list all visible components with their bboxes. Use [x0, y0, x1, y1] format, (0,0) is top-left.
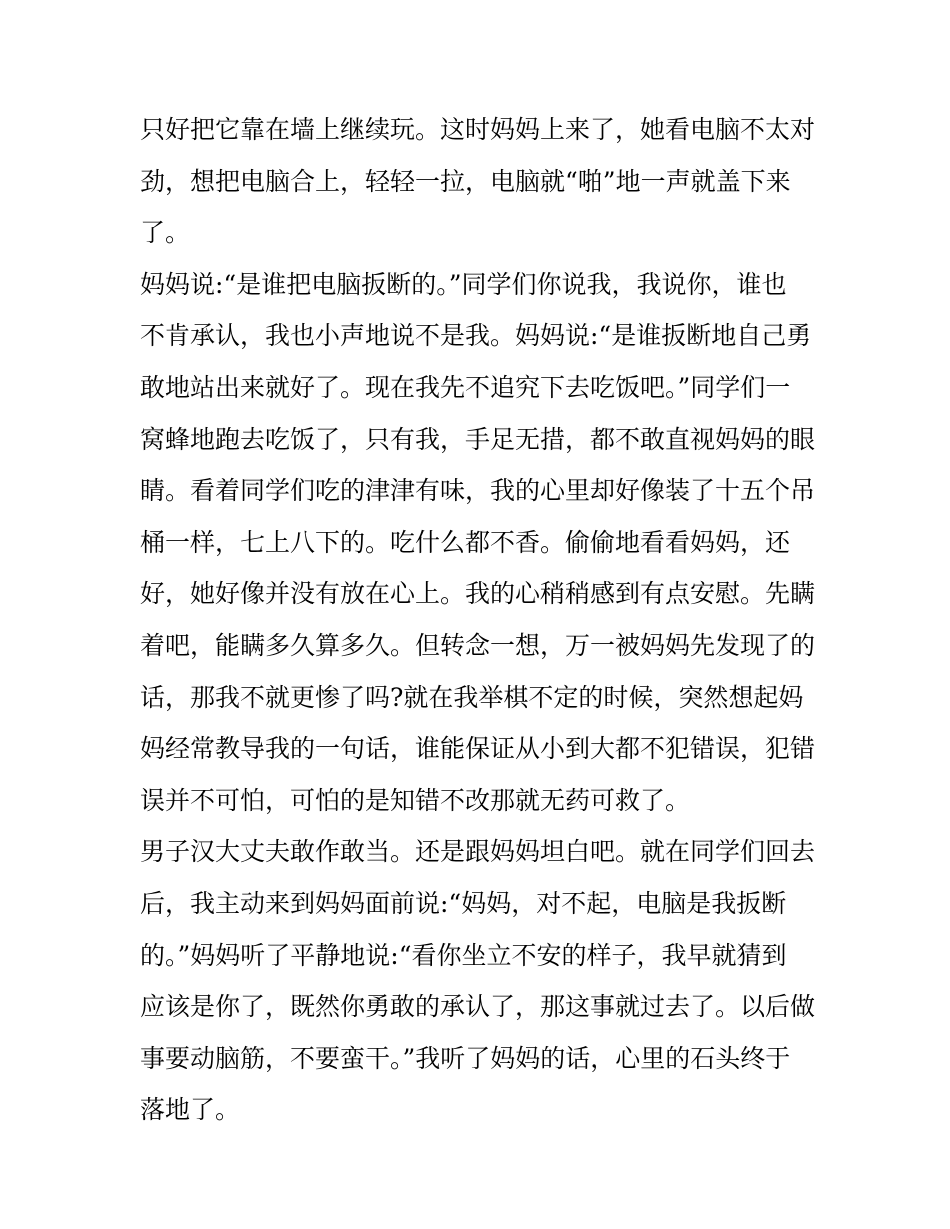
- text-line: 窝蜂地跑去吃饭了，只有我，手足无措，都不敢直视妈妈的眼: [140, 424, 816, 454]
- text-line: 敢地站出来就好了。现在我先不追究下去吃饭吧。”同学们一: [140, 372, 791, 402]
- text-line: 桶一样，七上八下的。吃什么都不香。偷偷地看看妈妈，还: [140, 527, 791, 557]
- text-line: 不肯承认，我也小声地说不是我。妈妈说:“是谁扳断地自己勇: [140, 321, 812, 351]
- text-line: 睛。看着同学们吃的津津有味，我的心里却好像装了十五个吊: [140, 476, 816, 506]
- text-line: 事要动脑筋，不要蛮干。”我听了妈妈的话，心里的石头终于: [140, 1043, 791, 1073]
- text-line: 误并不可怕，可怕的是知错不改那就无药可救了。: [140, 785, 691, 815]
- text-line: 妈经常教导我的一句话，谁能保证从小到大都不犯错误，犯错: [140, 734, 816, 764]
- text-line: 应该是你了，既然你勇敢的承认了，那这事就过去了。以后做: [140, 992, 816, 1022]
- text-line: 男子汉大丈夫敢作敢当。还是跟妈妈坦白吧。就在同学们回去: [140, 837, 816, 867]
- text-line: 好，她好像并没有放在心上。我的心稍稍感到有点安慰。先瞒: [140, 579, 816, 609]
- text-line: 后，我主动来到妈妈面前说:“妈妈，对不起，电脑是我扳断: [140, 888, 787, 918]
- text-line: 的。”妈妈听了平静地说:“看你坐立不安的样子，我早就猜到: [140, 940, 787, 970]
- text-line: 落地了。: [140, 1095, 241, 1125]
- text-line: 劲，想把电脑合上，轻轻一拉，电脑就“啪”地一声就盖下来: [140, 166, 791, 196]
- body-text: [140, 104, 820, 1136]
- text-line: 只好把它靠在墙上继续玩。这时妈妈上来了，她看电脑不太对: [140, 115, 816, 144]
- text-line: 着吧，能瞒多久算多久。但转念一想，万一被妈妈先发现了的: [140, 630, 816, 660]
- text-line: 了。: [140, 218, 191, 248]
- text-line: 话，那我不就更惨了吗?就在我举棋不定的时候，突然想起妈: [140, 682, 804, 712]
- text-line: 妈妈说:“是谁把电脑扳断的。”同学们你说我，我说你，谁也: [140, 269, 787, 299]
